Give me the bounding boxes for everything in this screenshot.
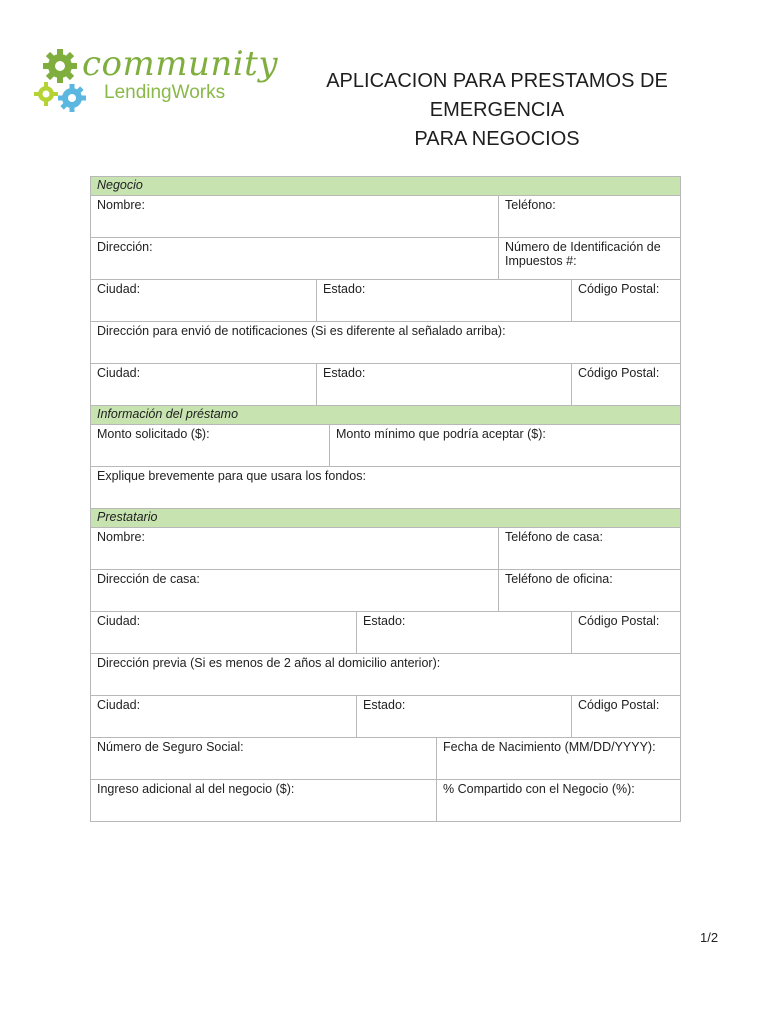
field-negocio-ciudad[interactable]: Ciudad: xyxy=(91,280,317,322)
field-fecha-nacimiento[interactable]: Fecha de Nacimiento (MM/DD/YYYY): xyxy=(437,738,681,780)
field-monto-minimo[interactable]: Monto mínimo que podría aceptar ($): xyxy=(330,425,681,467)
field-prestatario-estado[interactable]: Estado: xyxy=(357,612,572,654)
field-negocio-ciudad-2[interactable]: Ciudad: xyxy=(91,364,317,406)
section-prestatario: Prestatario xyxy=(91,509,681,528)
field-uso-fondos[interactable]: Explique brevemente para que usara los fondos: xyxy=(91,467,681,509)
field-porcentaje-compartido[interactable]: % Compartido con el Negocio (%): xyxy=(437,780,681,822)
title-line-1: APLICACION PARA PRESTAMOS DE EMERGENCIA xyxy=(326,70,668,121)
field-prestatario-ciudad[interactable]: Ciudad: xyxy=(91,612,357,654)
community-lendingworks-logo xyxy=(32,44,279,116)
logo-subtitle: LendingWorks xyxy=(104,82,226,103)
field-negocio-codigo-postal-2[interactable]: Código Postal: xyxy=(572,364,681,406)
field-negocio-direccion[interactable]: Dirección: xyxy=(91,238,499,280)
logo-word: community xyxy=(82,44,279,84)
field-negocio-estado-2[interactable]: Estado: xyxy=(317,364,572,406)
field-prestatario-codigo-postal[interactable]: Código Postal: xyxy=(572,612,681,654)
section-negocio: Negocio xyxy=(91,177,681,196)
field-prestatario-nombre[interactable]: Nombre: xyxy=(91,528,499,570)
field-direccion-previa[interactable]: Dirección previa (Si es menos de 2 años al domicilio anterior): xyxy=(91,654,681,696)
field-negocio-codigo-postal[interactable]: Código Postal: xyxy=(572,280,681,322)
field-negocio-estado[interactable]: Estado: xyxy=(317,280,572,322)
field-negocio-notificaciones[interactable]: Dirección para envió de notificaciones (Si es diferente al señalado arriba): xyxy=(91,322,681,364)
field-negocio-telefono[interactable]: Teléfono: xyxy=(499,196,681,238)
page-title xyxy=(262,67,732,154)
field-ingreso-adicional[interactable]: Ingreso adicional al del negocio ($): xyxy=(91,780,437,822)
title-line-2: PARA NEGOCIOS xyxy=(414,128,580,150)
field-seguro-social[interactable]: Número de Seguro Social: xyxy=(91,738,437,780)
field-negocio-nombre[interactable]: Nombre: xyxy=(91,196,499,238)
field-direccion-casa[interactable]: Dirección de casa: xyxy=(91,570,499,612)
field-telefono-casa[interactable]: Teléfono de casa: xyxy=(499,528,681,570)
field-prestatario-ciudad-2[interactable]: Ciudad: xyxy=(91,696,357,738)
field-negocio-tax-id[interactable]: Número de Identificación de Impuestos #: xyxy=(499,238,681,280)
field-prestatario-estado-2[interactable]: Estado: xyxy=(357,696,572,738)
section-prestamo: Información del préstamo xyxy=(91,406,681,425)
application-form xyxy=(90,176,681,822)
page-number: 1/2 xyxy=(700,930,719,945)
field-prestatario-codigo-postal-2[interactable]: Código Postal: xyxy=(572,696,681,738)
field-telefono-oficina[interactable]: Teléfono de oficina: xyxy=(499,570,681,612)
field-monto-solicitado[interactable]: Monto solicitado ($): xyxy=(91,425,330,467)
